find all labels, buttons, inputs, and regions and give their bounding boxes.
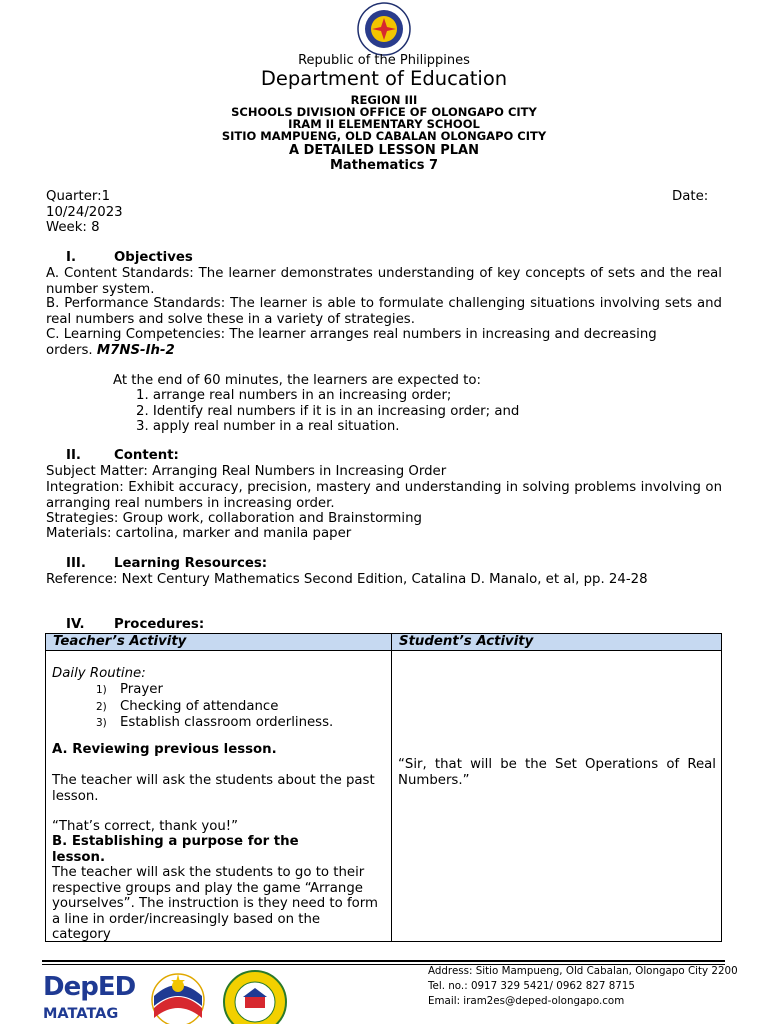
section-number: I.	[66, 250, 76, 265]
section-title: Learning Resources:	[114, 556, 268, 571]
section-number: IV.	[66, 617, 85, 632]
date-label: Date:	[672, 189, 709, 204]
school-seal-logo	[222, 970, 288, 1024]
division-line: SCHOOLS DIVISION OFFICE OF OLONGAPO CITY	[231, 105, 537, 119]
section-objectives-heading	[46, 250, 193, 265]
review-text: The teacher will ask the students about the past lesson.	[52, 773, 375, 804]
reference: Reference: Next Century Mathematics Second Edition, Catalina D. Manalo, et al, pp. 24-28	[46, 572, 648, 587]
competencies-text: C. Learning Competencies: The learner arranges real numbers in increasing and decreasing orders.	[46, 327, 657, 358]
section-number: III.	[66, 556, 86, 571]
address-line: SITIO MAMPUENG, OLD CABALAN OLONGAPO CITY	[221, 129, 547, 143]
review-heading: A. Reviewing previous lesson.	[52, 742, 277, 757]
section-content-heading	[46, 448, 179, 463]
republic-line: Republic of the Philippines	[298, 53, 470, 68]
list-text: Establish classroom orderliness.	[120, 715, 334, 730]
section-title: Procedures:	[114, 617, 205, 632]
table-header-row	[46, 634, 722, 651]
footer-address: Address: Sitio Mampueng, Old Cabalan, Olongapo City 2200	[428, 965, 738, 977]
deped-logo	[43, 972, 135, 1002]
list-number: 2)	[96, 700, 107, 713]
purpose-heading: B. Establishing a purpose for the lesson.	[52, 834, 299, 865]
list-number: 1)	[96, 684, 107, 696]
subject-title: Mathematics 7	[330, 158, 438, 173]
section-procedures-heading	[46, 617, 204, 632]
footer-divider	[42, 960, 725, 962]
list-item	[96, 715, 333, 732]
correct-remark: “That’s correct, thank you!”	[52, 819, 238, 834]
list-item: 2. Identify real numbers if it is in an increasing order; and	[136, 403, 520, 419]
teacher-activity-header: Teacher’s Activity	[46, 634, 392, 651]
content-standards: A. Content Standards: The learner demonstrates understanding of key concepts of sets and the real number system.	[46, 266, 722, 297]
department-title: Department of Education	[260, 67, 508, 90]
school-line: IRAM II ELEMENTARY SCHOOL	[288, 117, 480, 131]
procedures-table	[45, 633, 722, 942]
footer-email: Email: iram2es@deped-olongapo.com	[428, 995, 625, 1007]
list-item: 1. arrange real numbers in an increasing order;	[136, 388, 452, 403]
footer-tel: Tel. no.: 0917 329 5421/ 0962 827 8715	[428, 980, 635, 992]
objectives-list	[136, 388, 519, 435]
bagong-pilipinas-logo	[145, 968, 211, 1024]
strategies: Strategies: Group work, collaboration and Brainstorming	[46, 511, 422, 526]
performance-standards: B. Performance Standards: The learner is able to formulate challenging situations involving sets and real numbers and solve these in a variety of strategies.	[46, 296, 722, 327]
subject-matter: Subject Matter: Arranging Real Numbers in Increasing Order	[46, 464, 447, 479]
student-activity-header: Student’s Activity	[392, 634, 722, 651]
learning-competencies	[46, 327, 686, 358]
routine-list	[96, 682, 333, 732]
week-label: Week: 8	[46, 220, 100, 235]
student-answer: “Sir, that will be the Set Operations of Real Numbers.”	[398, 757, 716, 788]
teacher-activity-cell	[46, 651, 392, 942]
deped-logo-text: DepED	[43, 972, 136, 1002]
quarter-label: Quarter:1	[46, 189, 111, 204]
objectives-intro: At the end of 60 minutes, the learners are expected to:	[113, 373, 481, 388]
integration: Integration: Exhibit accuracy, precision, mastery and understanding in solving problems involving on arranging real numbers in increasing order.	[46, 480, 722, 511]
competency-code: M7NS-Ih-2	[96, 342, 175, 358]
doc-title: A DETAILED LESSON PLAN	[288, 143, 479, 158]
list-text: Prayer	[120, 682, 163, 697]
region-line: REGION III	[350, 93, 418, 107]
matatag-logo: MATATAG	[43, 1006, 119, 1022]
materials: Materials: cartolina, marker and manila paper	[46, 526, 352, 541]
deped-seal-logo	[357, 2, 411, 56]
purpose-text: The teacher will ask the students to go to their respective groups and play the game “Arrange yourselves”. The instruction is they need to form a line in order/increasingly based on the category	[52, 865, 378, 942]
list-number: 3)	[96, 717, 107, 729]
list-text: Checking of attendance	[120, 698, 279, 714]
section-title: Objectives	[114, 250, 193, 265]
section-title: Content:	[114, 448, 179, 463]
date-value: 10/24/2023	[46, 205, 123, 220]
list-item: 3. apply real number in a real situation.	[136, 419, 400, 434]
student-activity-cell	[392, 651, 722, 942]
section-number: II.	[66, 448, 81, 463]
table-row	[46, 651, 722, 942]
section-resources-heading	[46, 556, 267, 571]
footer-contact	[428, 964, 738, 1009]
list-item	[96, 682, 333, 699]
list-item	[96, 699, 333, 716]
daily-routine-label: Daily Routine:	[52, 666, 146, 681]
